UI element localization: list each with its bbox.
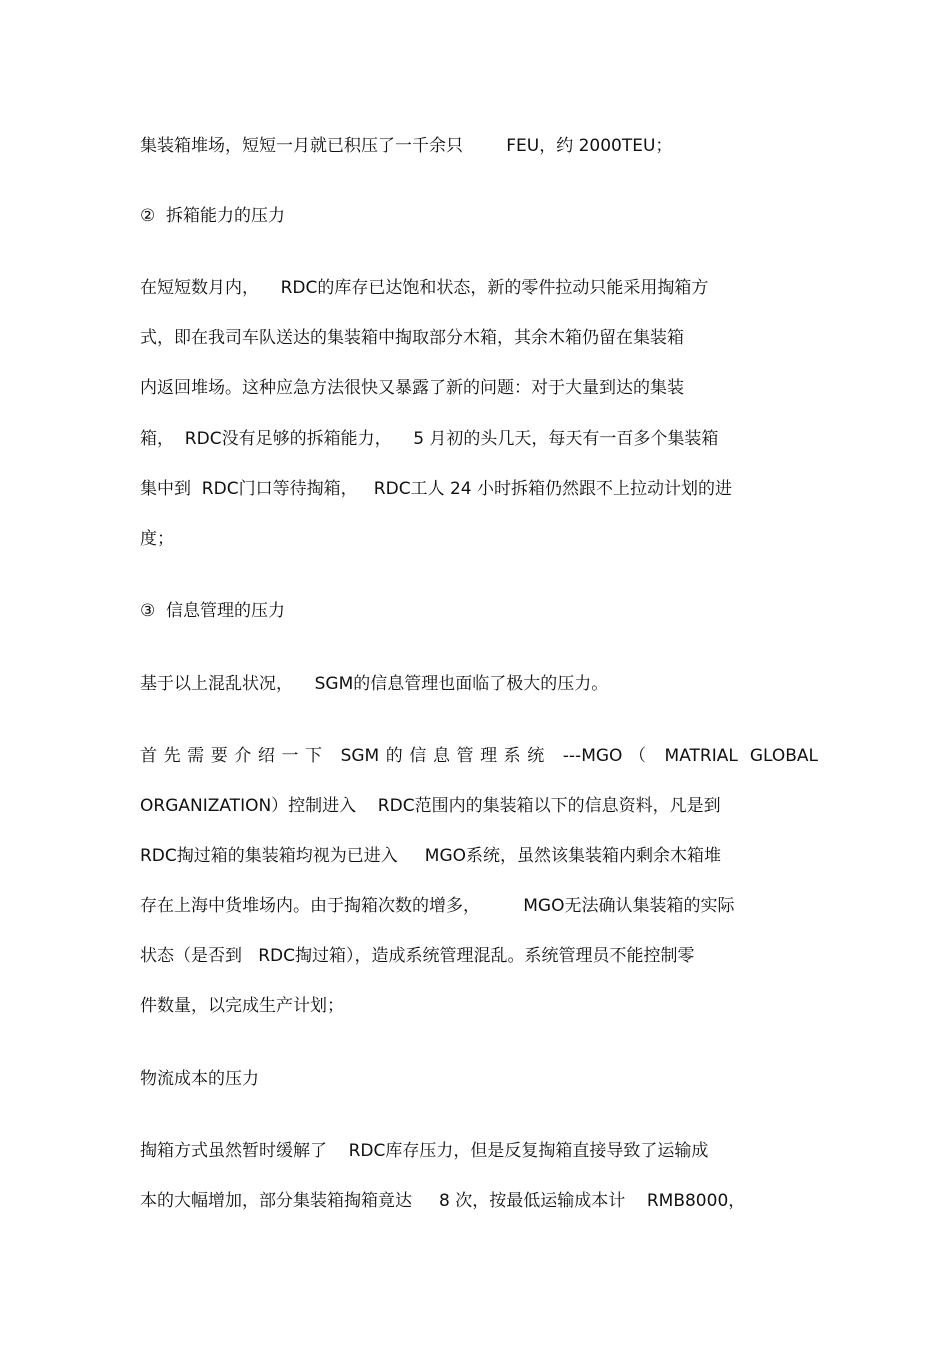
section-heading: ③ 信息管理的压力 xyxy=(140,601,286,621)
text-line: 首先需要介绍一下 SGM的信息管理系统 ---MGO（ MATRIAL GLOBAL xyxy=(140,746,818,766)
text-line: 存在上海中货堆场内。由于掏箱次数的增多， MGO无法确认集装箱的实际 xyxy=(140,896,735,916)
text-line: 度； xyxy=(140,529,174,549)
text-line: RDC掏过箱的集装箱均视为已进入 MGO系统，虽然该集装箱内剩余木箱堆 xyxy=(140,846,722,866)
text-line: 基于以上混乱状况， SGM的信息管理也面临了极大的压力。 xyxy=(140,674,609,694)
text-line: ORGANIZATION）控制进入 RDC范围内的集装箱以下的信息资料，凡是到 xyxy=(140,796,721,816)
section-heading: ② 拆箱能力的压力 xyxy=(140,206,286,226)
text-line: 集装箱堆场，短短一月就已积压了一千余只 FEU，约 2000TEU； xyxy=(140,136,673,156)
text-line: 在短短数月内， RDC的库存已达饱和状态，新的零件拉动只能采用掏箱方 xyxy=(140,278,709,298)
text-line: 件数量，以完成生产计划； xyxy=(140,996,344,1016)
text-line: 状态（是否到 RDC掏过箱），造成系统管理混乱。系统管理员不能控制零 xyxy=(140,946,695,966)
section-heading: 物流成本的压力 xyxy=(140,1069,259,1089)
text-line: 集中到 RDC门口等待掏箱， RDC工人 24 小时拆箱仍然跟不上拉动计划的进 xyxy=(140,479,733,499)
text-line: 箱， RDC没有足够的拆箱能力， 5 月初的头几天，每天有一百多个集装箱 xyxy=(140,429,719,449)
text-line: 内返回堆场。这种应急方法很快又暴露了新的问题：对于大量到达的集装 xyxy=(140,378,684,398)
text-line: 式，即在我司车队送达的集装箱中掏取部分木箱，其余木箱仍留在集装箱 xyxy=(140,328,684,348)
text-line: 本的大幅增加，部分集装箱掏箱竟达 8 次，按最低运输成本计 RMB8000， xyxy=(140,1191,746,1211)
text-line: 掏箱方式虽然暂时缓解了 RDC库存压力，但是反复掏箱直接导致了运输成 xyxy=(140,1141,709,1161)
